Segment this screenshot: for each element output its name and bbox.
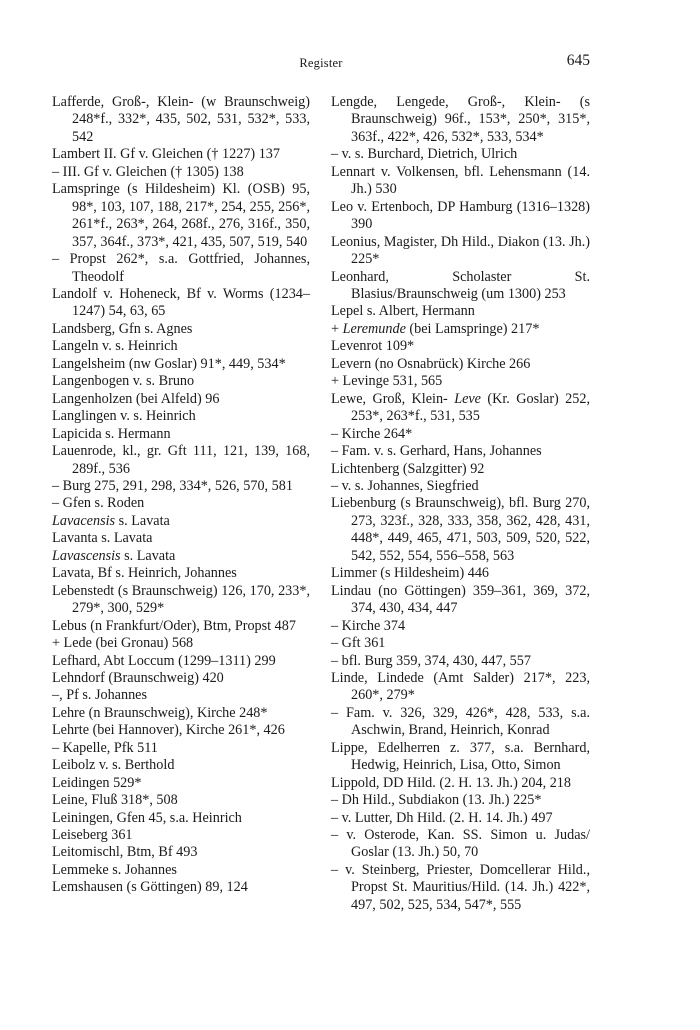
index-entry: Leibolz v. s. Berthold: [52, 757, 175, 774]
page-header: [52, 52, 590, 76]
index-entry: Leonius, Magister, Dh Hild., Diakon (13. Jh.) 225*: [331, 233, 590, 268]
page-number: 645: [566, 52, 590, 69]
index-entry: + Levinge 531, 565: [331, 373, 443, 390]
index-column-right: [331, 94, 590, 914]
index-entry: – bfl. Burg 359, 374, 430, 447, 557: [331, 652, 531, 669]
index-entry: – v. Osterode, Kan. SS. Simon u. Judas/ Goslar (13. Jh.) 50, 70: [331, 827, 590, 861]
index-entry: – v. s. Burchard, Dietrich, Ulrich: [331, 146, 518, 163]
index-entry: Levenrot 109*: [331, 338, 415, 355]
index-entry: Lebus (n Frankfurt/Oder), Btm, Propst 487: [52, 617, 296, 634]
index-entry: Lichtenberg (Salzgitter) 92: [331, 460, 485, 477]
index-entry: + Leremunde (bei Lamspringe) 217*: [331, 320, 540, 337]
index-entry: – Gfen s. Roden: [52, 495, 145, 512]
index-entry: Lengde, Lengede, Groß-, Klein- (s Braunschweig) 96f., 153*, 250*, 315*, 363f., 422*, 426, 532*, 533, 534*: [331, 94, 590, 145]
index-entry: Lavacensis s. Lavata: [52, 512, 170, 529]
index-entry: Leine, Fluß 318*, 508: [52, 792, 178, 809]
index-entry: Lemmeke s. Johannes: [52, 861, 177, 878]
index-entry: – Propst 262*, s.a. Gottfried, Johannes, Theodolf: [52, 251, 310, 285]
index-entry: Lehndorf (Braunschweig) 420: [52, 669, 224, 686]
index-entry: – Kirche 264*: [331, 425, 413, 442]
index-entry: Lamspringe (s Hildesheim) Kl. (OSB) 95, 98*, 103, 107, 188, 217*, 254, 255, 256*, 261*f., 263*, 264, 268f., 276, 316f., 350, 357, 364f., 373*, 421, 435, 507, 519, 540: [52, 181, 310, 250]
index-entry: Lavata, Bf s. Heinrich, Johannes: [52, 565, 237, 582]
index-entry: + Lede (bei Gronau) 568: [52, 635, 194, 652]
index-entry: – Fam. v. s. Gerhard, Hans, Johannes: [331, 443, 542, 460]
index-column-left: [52, 94, 310, 897]
index-entry: – III. Gf v. Gleichen († 1305) 138: [52, 163, 244, 180]
index-entry: Lehre (n Braunschweig), Kirche 248*: [52, 704, 268, 721]
index-entry: Langlingen v. s. Heinrich: [52, 408, 196, 425]
index-entry: – Fam. v. 326, 329, 426*, 428, 533, s.a. Aschwin, Brand, Heinrich, Konrad: [331, 704, 590, 739]
index-entry: – Gft 361: [331, 635, 386, 652]
index-entry: Lavascensis s. Lavata: [52, 547, 176, 564]
index-entry: Leiseberg 361: [52, 827, 133, 844]
index-entry: Leonhard, Scholaster St. Blasius/Braunschweig (um 1300) 253: [331, 268, 590, 302]
index-entry: Langenbogen v. s. Bruno: [52, 373, 195, 390]
running-title: Register: [299, 56, 343, 70]
index-entry: Lepel s. Albert, Hermann: [331, 303, 475, 320]
index-entry: Lindau (no Göttingen) 359–361, 369, 372, 374, 430, 434, 447: [331, 582, 590, 617]
index-entry: Lapicida s. Hermann: [52, 425, 171, 442]
index-entry: Liebenburg (s Braunschweig), bfl. Burg 270, 273, 323f., 328, 333, 358, 362, 428, 431, 448*, 449, 465, 471, 503, 509, 520, 522, 542, 552, 554, 556–558, 563: [331, 495, 590, 564]
index-entry: –, Pf s. Johannes: [52, 687, 147, 704]
index-entry: Leiningen, Gfen 45, s.a. Heinrich: [52, 809, 242, 826]
index-entry: – Kirche 374: [331, 617, 406, 634]
index-entry: – v. Lutter, Dh Hild. (2. H. 14. Jh.) 497: [331, 809, 553, 826]
index-entry: Lefhard, Abt Loccum (1299–1311) 299: [52, 652, 276, 669]
index-entry: Lehrte (bei Hannover), Kirche 261*, 426: [52, 722, 285, 739]
index-entry: Landolf v. Hoheneck, Bf v. Worms (1234–1247) 54, 63, 65: [52, 285, 310, 320]
index-entry: Linde, Lindede (Amt Salder) 217*, 223, 260*, 279*: [331, 669, 590, 704]
index-entry: Lauenrode, kl., gr. Gft 111, 121, 139, 168, 289f., 536: [52, 443, 310, 477]
index-entry: Langenholzen (bei Alfeld) 96: [52, 390, 220, 407]
index-entry: Langelsheim (nw Goslar) 91*, 449, 534*: [52, 355, 286, 372]
index-entry: Limmer (s Hildesheim) 446: [331, 565, 490, 582]
index-entry: Lemshausen (s Göttingen) 89, 124: [52, 879, 248, 896]
index-entry: Lippold, DD Hild. (2. H. 13. Jh.) 204, 218: [331, 774, 571, 791]
index-entry: – Kapelle, Pfk 511: [52, 739, 158, 756]
index-entry: Lebenstedt (s Braunschweig) 126, 170, 233*, 279*, 300, 529*: [52, 582, 310, 617]
index-entry: Lafferde, Groß-, Klein- (w Braunschweig) 248*f., 332*, 435, 502, 531, 532*, 533, 542: [52, 94, 310, 145]
index-entry: Levern (no Osnabrück) Kirche 266: [331, 355, 531, 372]
index-entry: Lippe, Edelherren z. 377, s.a. Bernhard, Hedwig, Heinrich, Lisa, Otto, Simon: [331, 739, 590, 774]
index-entry: – v. s. Johannes, Siegfried: [331, 477, 479, 494]
index-entry: Langeln v. s. Heinrich: [52, 338, 178, 355]
index-entry: Lambert II. Gf v. Gleichen († 1227) 137: [52, 146, 280, 163]
index-entry: Leidingen 529*: [52, 774, 142, 791]
index-entry: – Dh Hild., Subdiakon (13. Jh.) 225*: [331, 792, 542, 809]
index-entry: Lavanta s. Lavata: [52, 530, 153, 547]
index-entry: Leitomischl, Btm, Bf 493: [52, 844, 198, 861]
index-entry: – v. Steinberg, Priester, Domcellerar Hild., Propst St. Mauritius/Hild. (14. Jh.) 422*, 497, 502, 525, 534, 547*, 555: [331, 861, 590, 913]
index-entry: Leo v. Ertenboch, DP Hamburg (1316–1328) 390: [331, 198, 590, 233]
index-entry: Landsberg, Gfn s. Agnes: [52, 320, 193, 337]
index-entry: Lewe, Groß, Klein- Leve (Kr. Goslar) 252, 253*, 263*f., 531, 535: [331, 390, 590, 425]
index-entry: – Burg 275, 291, 298, 334*, 526, 570, 581: [52, 477, 293, 494]
index-entry: Lennart v. Volkensen, bfl. Lehensmann (14. Jh.) 530: [331, 163, 590, 198]
